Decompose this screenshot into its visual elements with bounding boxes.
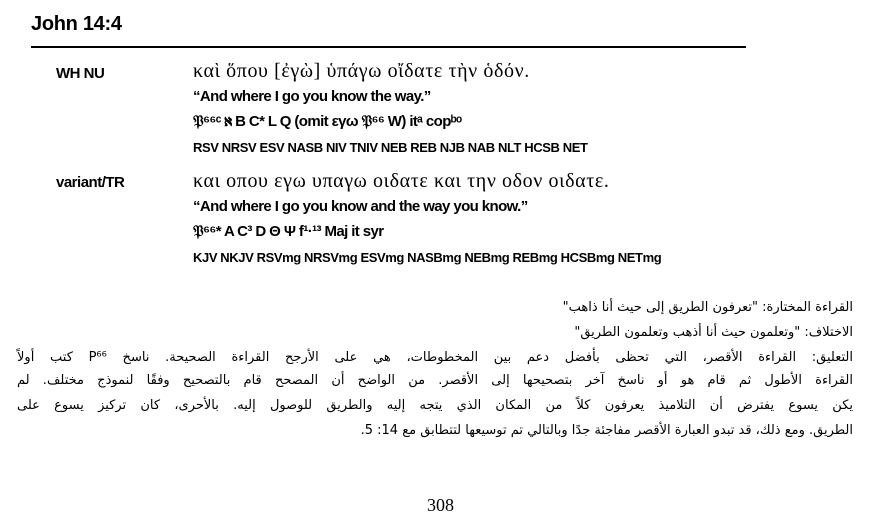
- reading-label: variant/TR: [56, 174, 125, 191]
- reading-label: WH NU: [56, 65, 105, 82]
- variant-line: الاختلاف: "وتعلمون حيث أنا أذهب وتعلمون الطريق": [574, 325, 853, 340]
- commentary-line: الطريق. ومع ذلك، قد تبدو العبارة الأقصر مفاجئة جدًا وبالتالي تم توسيعها لتتطابق مع 14: 5.: [360, 423, 853, 438]
- english-translation: “And where I go you know the way.”: [193, 88, 431, 105]
- english-translation: “And where I go you know and the way you know.”: [193, 198, 528, 215]
- bible-versions: KJV NKJV RSVmg NRSVmg ESVmg NASBmg NEBmg REBmg HCSBmg NETmg: [193, 250, 662, 265]
- commentary-line: القراءة الأطول ثم قام هو أو ناسخ آخر بتصحيحها إلى الأقصر. من الواضح أن المصحح قام بالتصحيح وفقًا لنموذج مختلف. لم: [17, 373, 853, 388]
- selected-reading-line: القراءة المختارة: "تعرفون الطريق إلى حيث أنا ذاهب": [562, 300, 853, 315]
- commentary-line: التعليق: القراءة الأقصر، التي تحظى بأفضل دعم بين المخطوطات، هي على الأرجح القراءة الصحيحة. ناسخ P⁶⁶ كتب أولاً: [17, 350, 854, 365]
- bible-versions: RSV NRSV ESV NASB NIV TNIV NEB REB NJB NAB NLT HCSB NET: [193, 140, 588, 155]
- manuscript-evidence: 𝔓⁶⁶ᶜ ℵ B C* L Q (omit εγω 𝔓⁶⁶ W) itᵃ copᵇᵒ: [193, 113, 462, 130]
- page-number: 308: [427, 495, 454, 515]
- commentary-line: يكن يسوع يفترض أن التلاميذ يعرفون كلاً من المكان الذي يتجه إليه والطريق للوصول إليه. بالأحرى، كان تركيز يسوع على: [17, 398, 853, 413]
- greek-text: καὶ ὅπου [ἐγὼ] ὑπάγω οἴδατε τὴν ὁδόν.: [193, 60, 530, 82]
- greek-text: και οπου εγω υπαγω οιδατε και την οδον οιδατε.: [193, 170, 610, 192]
- manuscript-evidence: 𝔓⁶⁶* A C³ D Θ Ψ f¹·¹³ Maj it syr: [193, 223, 384, 240]
- verse-reference: John 14:4: [31, 13, 122, 35]
